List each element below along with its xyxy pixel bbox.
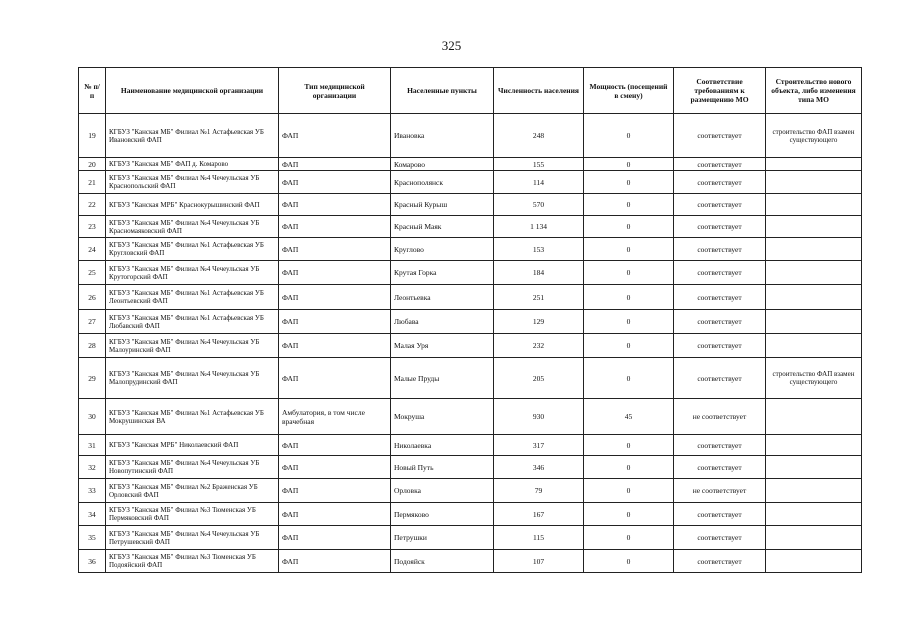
settlement: Ивановка [391, 114, 494, 158]
compliance-status: не соответствует [674, 399, 766, 435]
capacity: 0 [584, 503, 674, 526]
row-number: 19 [79, 114, 106, 158]
compliance-status: соответствует [674, 238, 766, 261]
compliance-status: соответствует [674, 358, 766, 399]
column-header-type: Тип медицинской организации [279, 68, 391, 114]
organization-name: КГБУЗ "Канская МБ" Филиал №3 Тюменская УБ Пермяковский ФАП [106, 503, 279, 526]
compliance-status: соответствует [674, 526, 766, 550]
organization-type: ФАП [279, 550, 391, 573]
row-number: 35 [79, 526, 106, 550]
population: 930 [494, 399, 584, 435]
settlement: Николаевка [391, 435, 494, 456]
table-row [79, 526, 862, 550]
population: 167 [494, 503, 584, 526]
population: 317 [494, 435, 584, 456]
population: 114 [494, 171, 584, 194]
organization-name: КГБУЗ "Канская МБ" Филиал №4 Чечеульская УБ Краснопольский ФАП [106, 171, 279, 194]
population: 153 [494, 238, 584, 261]
table-row [79, 216, 862, 238]
settlement: Малые Пруды [391, 358, 494, 399]
settlement: Орловка [391, 479, 494, 503]
organization-type: ФАП [279, 171, 391, 194]
table-row [79, 334, 862, 358]
row-number: 20 [79, 158, 106, 171]
compliance-status: соответствует [674, 456, 766, 479]
population: 251 [494, 285, 584, 310]
capacity: 0 [584, 194, 674, 216]
population: 346 [494, 456, 584, 479]
row-number: 34 [79, 503, 106, 526]
compliance-status: соответствует [674, 158, 766, 171]
table-row [79, 285, 862, 310]
organization-type: ФАП [279, 216, 391, 238]
organization-name: КГБУЗ "Канская МРБ" Николаевский ФАП [106, 435, 279, 456]
capacity: 0 [584, 310, 674, 334]
organization-name: КГБУЗ "Канская МБ" Филиал №4 Чечеульская УБ Новопутинский ФАП [106, 456, 279, 479]
compliance-status: соответствует [674, 550, 766, 573]
row-number: 32 [79, 456, 106, 479]
construction-note [766, 479, 862, 503]
organization-type: ФАП [279, 310, 391, 334]
table-row [79, 158, 862, 171]
table-row [79, 114, 862, 158]
capacity: 0 [584, 158, 674, 171]
column-header-capacity: Мощность (посещений в смену) [584, 68, 674, 114]
construction-note [766, 285, 862, 310]
construction-note [766, 334, 862, 358]
row-number: 21 [79, 171, 106, 194]
column-header-population: Численность населения [494, 68, 584, 114]
population: 248 [494, 114, 584, 158]
column-header-compliance: Соответствие требованиям к размещению МО [674, 68, 766, 114]
capacity: 0 [584, 526, 674, 550]
table-row [79, 435, 862, 456]
capacity: 0 [584, 435, 674, 456]
settlement: Пермяково [391, 503, 494, 526]
organization-name: КГБУЗ "Канская МБ" Филиал №1 Астафьевская УБ Ивановский ФАП [106, 114, 279, 158]
table-row [79, 310, 862, 334]
table-row [79, 456, 862, 479]
organization-type: ФАП [279, 358, 391, 399]
population: 1 134 [494, 216, 584, 238]
compliance-status: соответствует [674, 334, 766, 358]
compliance-status: соответствует [674, 503, 766, 526]
column-header-organization: Наименование медицинской организации [106, 68, 279, 114]
organization-type: ФАП [279, 194, 391, 216]
row-number: 26 [79, 285, 106, 310]
capacity: 0 [584, 479, 674, 503]
capacity: 45 [584, 399, 674, 435]
compliance-status: соответствует [674, 114, 766, 158]
population: 205 [494, 358, 584, 399]
organization-type: ФАП [279, 261, 391, 285]
compliance-status: соответствует [674, 310, 766, 334]
table-row [79, 399, 862, 435]
compliance-status: соответствует [674, 261, 766, 285]
capacity: 0 [584, 285, 674, 310]
row-number: 36 [79, 550, 106, 573]
capacity: 0 [584, 238, 674, 261]
compliance-status: соответствует [674, 435, 766, 456]
settlement: Малая Уря [391, 334, 494, 358]
table-row [79, 194, 862, 216]
construction-note [766, 503, 862, 526]
construction-note [766, 171, 862, 194]
table-body [79, 114, 862, 573]
column-header-number: № п/п [79, 68, 106, 114]
organization-name: КГБУЗ "Канская МБ" Филиал №1 Астафьевская УБ Леонтьевский ФАП [106, 285, 279, 310]
construction-note: строительство ФАП взамен существующего [766, 358, 862, 399]
row-number: 28 [79, 334, 106, 358]
organization-type: Амбулатория, в том числе врачебная [279, 399, 391, 435]
row-number: 29 [79, 358, 106, 399]
capacity: 0 [584, 456, 674, 479]
settlement: Новый Путь [391, 456, 494, 479]
row-number: 27 [79, 310, 106, 334]
compliance-status: не соответствует [674, 479, 766, 503]
organization-type: ФАП [279, 456, 391, 479]
organization-type: ФАП [279, 114, 391, 158]
construction-note [766, 456, 862, 479]
row-number: 23 [79, 216, 106, 238]
settlement: Красный Курыш [391, 194, 494, 216]
settlement: Мокруша [391, 399, 494, 435]
population: 184 [494, 261, 584, 285]
organization-type: ФАП [279, 526, 391, 550]
capacity: 0 [584, 114, 674, 158]
facilities-table [78, 67, 862, 573]
row-number: 30 [79, 399, 106, 435]
organization-type: ФАП [279, 285, 391, 310]
organization-type: ФАП [279, 435, 391, 456]
capacity: 0 [584, 261, 674, 285]
construction-note [766, 399, 862, 435]
table-row [79, 550, 862, 573]
organization-type: ФАП [279, 334, 391, 358]
organization-name: КГБУЗ "Канская МБ" ФАП д. Комарово [106, 158, 279, 171]
population: 570 [494, 194, 584, 216]
capacity: 0 [584, 358, 674, 399]
construction-note [766, 216, 862, 238]
table-row [79, 238, 862, 261]
population: 115 [494, 526, 584, 550]
capacity: 0 [584, 171, 674, 194]
organization-name: КГБУЗ "Канская МБ" Филиал №1 Астафьевская УБ Мокрушинская ВА [106, 399, 279, 435]
population: 79 [494, 479, 584, 503]
capacity: 0 [584, 334, 674, 358]
settlement: Петрушки [391, 526, 494, 550]
capacity: 0 [584, 216, 674, 238]
column-header-settlements: Населенные пункты [391, 68, 494, 114]
organization-name: КГБУЗ "Канская МБ" Филиал №1 Астафьевская УБ Кругловский ФАП [106, 238, 279, 261]
compliance-status: соответствует [674, 171, 766, 194]
table-row [79, 171, 862, 194]
construction-note [766, 435, 862, 456]
settlement: Подояйск [391, 550, 494, 573]
organization-type: ФАП [279, 238, 391, 261]
row-number: 24 [79, 238, 106, 261]
organization-name: КГБУЗ "Канская МБ" Филиал №4 Чечеульская УБ Крутогорский ФАП [106, 261, 279, 285]
organization-name: КГБУЗ "Канская МБ" Филиал №1 Астафьевская УБ Любавский ФАП [106, 310, 279, 334]
organization-type: ФАП [279, 479, 391, 503]
organization-name: КГБУЗ "Канская МРБ" Краснокурышинский ФАП [106, 194, 279, 216]
construction-note: строительство ФАП взамен существующего [766, 114, 862, 158]
construction-note [766, 526, 862, 550]
compliance-status: соответствует [674, 216, 766, 238]
organization-name: КГБУЗ "Канская МБ" Филиал №4 Чечеульская УБ Петрушевский ФАП [106, 526, 279, 550]
page-number: 325 [441, 38, 462, 53]
population: 155 [494, 158, 584, 171]
compliance-status: соответствует [674, 194, 766, 216]
settlement: Краснополянск [391, 171, 494, 194]
population: 107 [494, 550, 584, 573]
table-row [79, 261, 862, 285]
construction-note [766, 238, 862, 261]
organization-name: КГБУЗ "Канская МБ" Филиал №4 Чечеульская УБ Малопрудинский ФАП [106, 358, 279, 399]
organization-name: КГБУЗ "Канская МБ" Филиал №4 Чечеульская УБ Красномаяковский ФАП [106, 216, 279, 238]
construction-note [766, 194, 862, 216]
row-number: 22 [79, 194, 106, 216]
row-number: 31 [79, 435, 106, 456]
organization-name: КГБУЗ "Канская МБ" Филиал №3 Тюменская УБ Подояйский ФАП [106, 550, 279, 573]
table-header-row [79, 68, 862, 114]
organization-name: КГБУЗ "Канская МБ" Филиал №4 Чечеульская УБ Малоуринский ФАП [106, 334, 279, 358]
construction-note [766, 158, 862, 171]
population: 129 [494, 310, 584, 334]
organization-name: КГБУЗ "Канская МБ" Филиал №2 Браженская УБ Орловский ФАП [106, 479, 279, 503]
settlement: Круглово [391, 238, 494, 261]
settlement: Крутая Горка [391, 261, 494, 285]
table-row [79, 358, 862, 399]
table-row [79, 479, 862, 503]
settlement: Любава [391, 310, 494, 334]
settlement: Комарово [391, 158, 494, 171]
organization-type: ФАП [279, 503, 391, 526]
organization-type: ФАП [279, 158, 391, 171]
construction-note [766, 261, 862, 285]
settlement: Леонтьевка [391, 285, 494, 310]
table-row [79, 503, 862, 526]
capacity: 0 [584, 550, 674, 573]
construction-note [766, 550, 862, 573]
construction-note [766, 310, 862, 334]
settlement: Красный Маяк [391, 216, 494, 238]
row-number: 33 [79, 479, 106, 503]
column-header-construction: Строительство нового объекта, либо изменения типа МО [766, 68, 862, 114]
compliance-status: соответствует [674, 285, 766, 310]
row-number: 25 [79, 261, 106, 285]
population: 232 [494, 334, 584, 358]
